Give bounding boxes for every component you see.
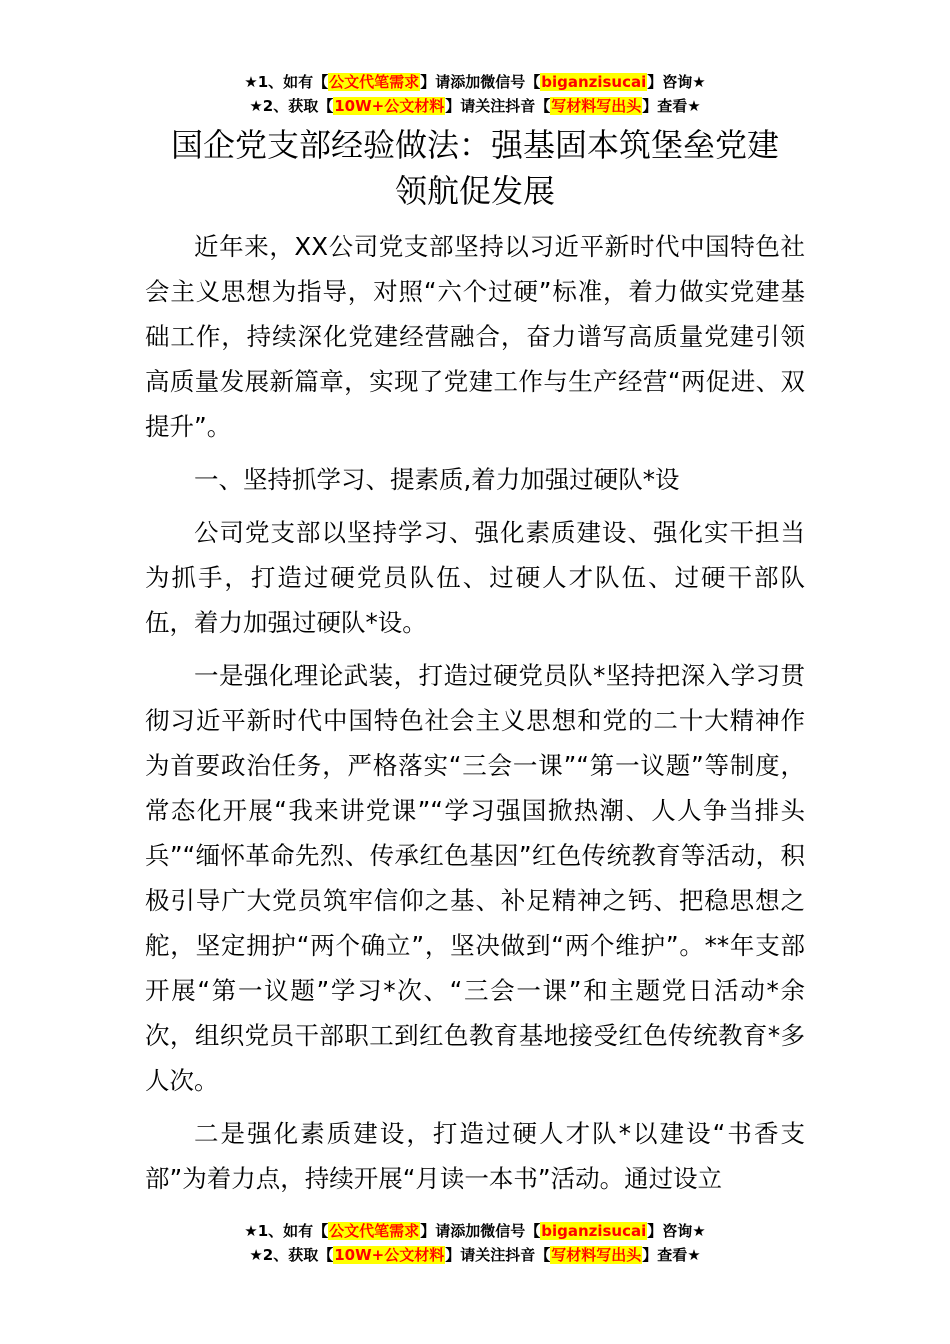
banner-line-2 — [0, 94, 950, 118]
highlight-materials: 10W+公文材料 — [334, 1246, 445, 1264]
banner-text: 】请添加微信号【 — [420, 1222, 541, 1240]
banner-text: 】请关注抖音【 — [445, 97, 551, 115]
title-line-1: 国企党支部经验做法：强基固本筑堡垒党建 — [170, 126, 779, 164]
banner-line-2 — [0, 1243, 950, 1267]
document-body — [145, 224, 805, 1209]
highlight-materials: 10W+公文材料 — [334, 97, 445, 115]
banner-text: 】查看★ — [642, 97, 701, 115]
highlight-service: 公文代笔需求 — [329, 73, 420, 91]
paragraph: 一是强化理论武装，打造过硬党员队*坚持把深入学习贯彻习近平新时代中国特色社会主义思想和党的二十大精神作为首要政治任务，严格落实“三会一课”“第一议题”等制度，常态化开展“我来讲党课”“学习强国掀热潮、人人争当排头兵”“缅怀革命先烈、传承红色基因”红色传统教育等活动，积极引导广大党员筑牢信仰之基、补足精神之钙、把稳思想之舵，坚定拥护“两个确立”，坚决做到“两个维护”。**年支部开展“第一议题”学习*次、“三会一课”和主题党日活动*余次，组织党员干部职工到红色教育基地接受红色传统教育*多人次。 — [145, 661, 805, 1095]
highlight-wechat-id: biganzisucai — [541, 1222, 647, 1240]
highlight-service: 公文代笔需求 — [329, 1222, 420, 1240]
highlight-wechat-id: biganzisucai — [541, 73, 647, 91]
banner-line-1 — [0, 70, 950, 94]
banner-text: 】咨询★ — [647, 1222, 706, 1240]
footer-banner — [0, 1219, 950, 1267]
banner-text: ★2、获取【 — [249, 1246, 334, 1264]
banner-text: ★1、如有【 — [244, 1222, 329, 1240]
banner-text: 】查看★ — [642, 1246, 701, 1264]
paragraph: 二是强化素质建设，打造过硬人才队*以建设“书香支部”为着力点，持续开展“月读一本书”活动。通过设立 — [145, 1119, 805, 1193]
highlight-douyin: 写材料写出头 — [551, 97, 642, 115]
paragraph: 公司党支部以坚持学习、强化素质建设、强化实干担当为抓手，打造过硬党员队伍、过硬人才队伍、过硬干部队伍，着力加强过硬队*设。 — [145, 518, 805, 637]
document-title — [145, 122, 805, 214]
banner-text: 】请添加微信号【 — [420, 73, 541, 91]
section-heading: 一、坚持抓学习、提素质,着力加强过硬队*设 — [194, 465, 680, 494]
banner-line-1 — [0, 1219, 950, 1243]
banner-text: 】咨询★ — [647, 73, 706, 91]
highlight-douyin: 写材料写出头 — [551, 1246, 642, 1264]
header-banner — [0, 70, 950, 118]
banner-text: ★2、获取【 — [249, 97, 334, 115]
banner-text: 】请关注抖音【 — [445, 1246, 551, 1264]
title-line-2: 领航促发展 — [394, 172, 555, 210]
banner-text: ★1、如有【 — [244, 73, 329, 91]
paragraph: 近年来，XX公司党支部坚持以习近平新时代中国特色社会主义思想为指导，对照“六个过硬”标准，着力做实党建基础工作，持续深化党建经营融合，奋力谱写高质量党建引领高质量发展新篇章，实现了党建工作与生产经营“两促进、双提升”。 — [145, 232, 805, 441]
